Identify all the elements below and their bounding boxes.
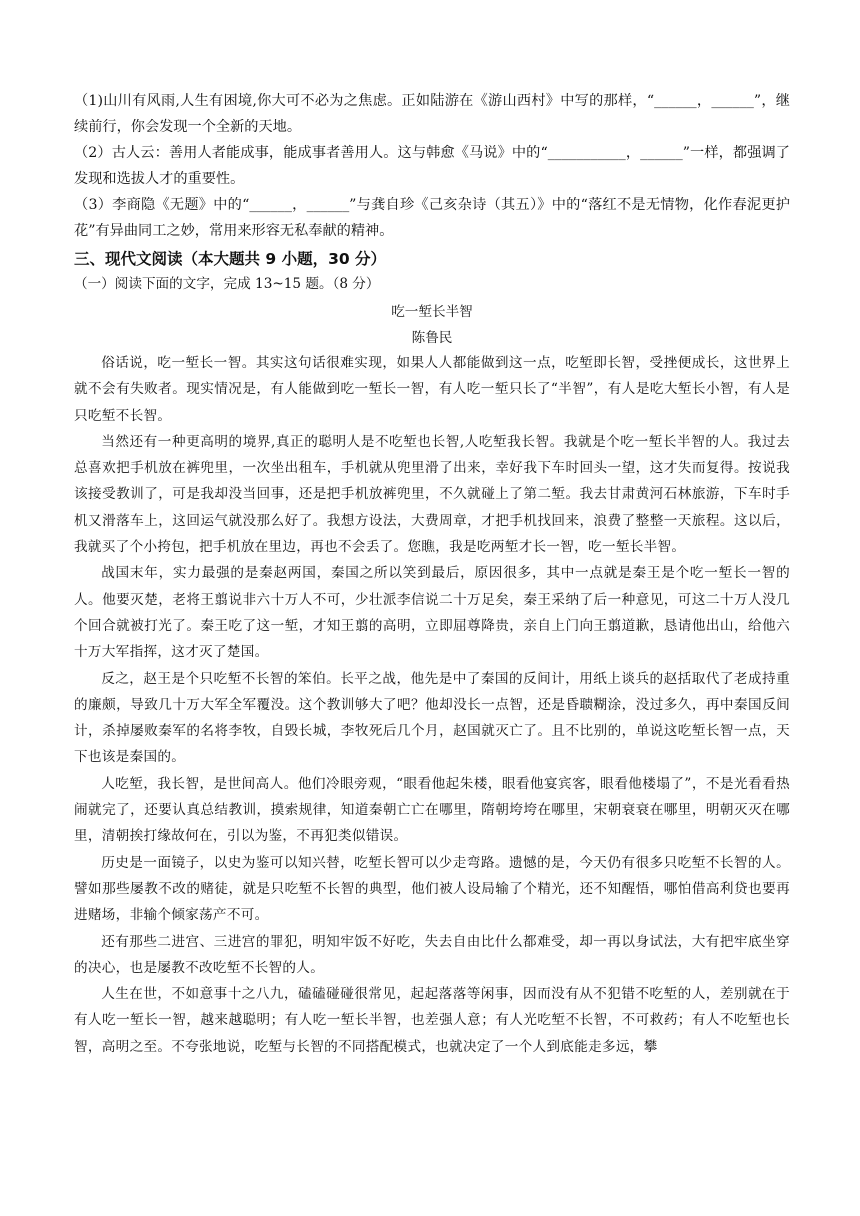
question-1: （1)山川有风雨,人生有困境,你大可不必为之焦虑。正如陆游在《游山西村》中写的那样，“______，______”，继续前行，你会发现一个全新的天地。	[74, 93, 790, 135]
article-paragraph: 反之，赵王是个只吃堑不长智的笨伯。长平之战，他先是中了秦国的反间计，用纸上谈兵的赵括取代了老成持重的廉颇，导致几十万大军全军覆没。这个教训够大了吧？他却没长一点智，还是昏聩糊涂，没过多久，再中秦国反间计，杀掉屡败秦军的名将李牧，自毁长城，李牧死后几个月，赵国就灭亡了。且不比别的，单说这吃堑长智一点，天下也该是秦国的。	[74, 670, 790, 766]
fill-in-questions	[74, 88, 790, 244]
article-paragraph: 人生在世，不如意事十之八九，磕磕碰碰很常见，起起落落等闲事，因而没有从不犯错不吃堑的人，差别就在于有人吃一堑长一智，越来越聪明；有人吃一堑长半智，也差强人意；有人光吃堑不长智，不可救药；有人不吃堑也长智，高明之至。不夸张地说，吃堑与长智的不同搭配模式，也就决定了一个人到底能走多远，攀	[74, 986, 790, 1055]
article	[74, 300, 790, 1060]
article-title: 吃一堑长半智	[391, 304, 473, 320]
article-paragraph: 当然还有一种更高明的境界,真正的聪明人是不吃堑也长智,人吃堑我长智。我就是个吃一堑长半智的人。我过去总喜欢把手机放在裤兜里，一次坐出租车，手机就从兜里滑了出来，幸好我下车时回头一望，这才失而复得。按说我该接受教训了，可是我却没当回事，还是把手机放裤兜里，不久就碰上了第二堑。我去甘肃黄河石林旅游，下车时手机又滑落车上，这回运气就没那么好了。我想方设法，大费周章，才把手机找回来，浪费了整整一天旅程。这以后，我就买了个小挎包，把手机放在里边，再也不会丢了。您瞧，我是吃两堑才长一智，吃一堑长半智。	[74, 433, 790, 556]
section-title: 三、现代文阅读（本大题共 9 小题，30 分）	[74, 250, 387, 268]
question-2: （2）古人云：善用人者能成事，能成事者善用人。这与韩愈《马说》中的“___________，______”一样，都强调了发现和选拔人才的重要性。	[74, 145, 790, 187]
article-author: 陈鲁民	[411, 330, 453, 346]
document-page	[74, 88, 790, 1060]
article-paragraph: 人吃堑，我长智，是世间高人。他们冷眼旁观，“眼看他起朱楼，眼看他宴宾客，眼看他楼塌了”，不是光看看热闹就完了，还要认真总结教训，摸索规律，知道秦朝亡亡在哪里，隋朝垮垮在哪里，宋朝衰衰在哪里，明朝灭灭在哪里，清朝挨打缘故何在，引以为鉴，不再犯类似错误。	[74, 775, 790, 845]
article-paragraph: 俗话说，吃一堑长一智。其实这句话很难实现，如果人人都能做到这一点，吃堑即长智，受挫便成长，这世界上就不会有失败者。现实情况是，有人能做到吃一堑长一智，有人吃一堑只长了“半智”，有人是吃大堑长小智，有人是只吃堑不长智。	[74, 355, 790, 424]
reading-intro: （一）阅读下面的文字，完成 13~15 题。（8 分）	[74, 276, 380, 292]
question-3: （3）李商隐《无题》中的“______，______”与龚自珍《己亥杂诗（其五）》中的“落红不是无情物，化作春泥更护花”有异曲同工之妙，常用来形容无私奉献的精神。	[74, 197, 790, 239]
article-paragraph: 还有那些二进宫、三进宫的罪犯，明知牢饭不好吃，失去自由比什么都难受，却一再以身试法，大有把牢底坐穿的决心，也是屡教不改吃堑不长智的人。	[74, 933, 790, 976]
article-paragraph: 历史是一面镜子，以史为鉴可以知兴替，吃堑长智可以少走弯路。遗憾的是，今天仍有很多只吃堑不长智的人。譬如那些屡教不改的赌徒，就是只吃堑不长智的典型，他们被人设局输了个精光，还不知醒悟，哪怕借高利贷也要再进赌场，非输个倾家荡产不可。	[74, 854, 790, 924]
article-paragraph: 战国末年，实力最强的是秦赵两国，秦国之所以笑到最后，原因很多，其中一点就是秦王是个吃一堑长一智的人。他要灭楚，老将王翦说非六十万人不可，少壮派李信说二十万足矣，秦王采纳了后一种意见，可这二十万人没几个回合就被打光了。秦王吃了这一堑，才知王翦的高明，立即屈尊降贵，亲自上门向王翦道歉，恳请他出山，给他六十万大军指挥，这才灭了楚国。	[74, 565, 790, 661]
